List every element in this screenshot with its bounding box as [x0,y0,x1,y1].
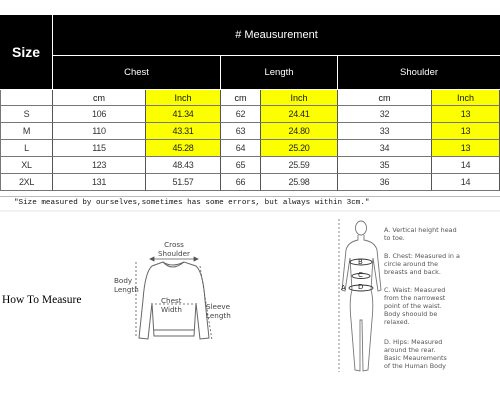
length-inch-cell: 24.41 [261,106,338,123]
shoulder-inch-cell: 14 [432,157,500,174]
length-inch-cell: 24.80 [261,123,338,140]
legend-d-line: Basic Meaurements [384,354,447,362]
shoulder-cm-cell: 35 [338,157,432,174]
shoulder-inch-cell: 14 [432,174,500,191]
length-cm-cell: 63 [221,123,261,140]
shoulder-cm-cell: 34 [338,140,432,157]
unit-shoulder-inch: Inch [432,90,500,106]
size-cell: XL [0,157,53,174]
chest-inch-cell: 51.57 [146,174,221,191]
legend-b-line: B. Chest: Measured in a [384,252,460,260]
chest-cm-cell: 110 [53,123,146,140]
legend-d-line: of the Human Body [384,362,446,370]
legend-b-line: breasts and back. [384,268,441,276]
legend-c-line: Body shoould be [384,310,438,318]
length-inch-cell: 25.20 [261,140,338,157]
group-header-shoulder: Shoulder [338,56,500,89]
shoulder-cm-cell: 32 [338,106,432,123]
point-c-label: C [358,271,363,279]
chest-inch-cell: 45.28 [146,140,221,157]
point-d-label: D [358,283,364,291]
chest-inch-cell: 43.31 [146,123,221,140]
legend-c [384,286,445,326]
unit-length-cm: cm [221,90,261,106]
shoulder-cm-cell: 36 [338,174,432,191]
chest-cm-cell: 106 [53,106,146,123]
legend-a-line: A. Vertical height head [384,226,457,234]
unit-chest-cm: cm [53,90,146,106]
point-a-label: A [341,284,346,292]
point-b-label: B [358,258,363,266]
measurement-note: "Size measured by ourselves,sometimes has some errors, but always within 3cm." [14,199,370,207]
length-inch-cell: 25.59 [261,157,338,174]
body-length-label-line2: Length [114,285,139,294]
chest-width-label-line1: Chest [161,296,182,305]
cross-shoulder-label [156,240,192,258]
sleeve-length-label [206,302,231,320]
shoulder-cm-cell: 33 [338,123,432,140]
legend-c-line: point of the waist. [384,302,442,310]
cross-shoulder-label-line1: Cross [164,240,184,249]
size-cell: M [0,123,53,140]
length-cm-cell: 65 [221,157,261,174]
shoulder-inch-cell: 13 [432,123,500,140]
legend-d-line: around the rear. [384,346,436,354]
sleeve-length-label-line2: Length [206,311,231,320]
unit-shoulder-cm: cm [338,90,432,106]
shoulder-inch-cell: 13 [432,140,500,157]
group-header-chest: Chest [53,56,220,89]
legend-c-line: relaxed. [384,318,410,326]
chest-cm-cell: 115 [53,140,146,157]
body-length-label [114,276,139,294]
legend-a [384,226,457,242]
legend-b [384,252,460,276]
chest-inch-cell: 41.34 [146,106,221,123]
legend-b-line: circle around the [384,260,439,268]
unit-length-inch: Inch [261,90,338,106]
size-column-header: Size [0,15,52,89]
legend-a-line: to toe. [384,234,405,242]
size-cell: 2XL [0,174,53,191]
how-to-measure-label: How To Measure [2,294,82,306]
legend-d-line: D. Hips: Measured [384,338,443,346]
chest-cm-cell: 123 [53,157,146,174]
length-cm-cell: 66 [221,174,261,191]
size-cell: S [0,106,53,123]
chest-width-label [161,296,182,314]
sleeve-length-label-line1: Sleeve [206,302,231,311]
unit-chest-inch: Inch [146,90,221,106]
table-title: # Meausurement [53,15,500,55]
length-inch-cell: 25.98 [261,174,338,191]
size-cell: L [0,140,53,157]
legend-c-line: from the narrowest [384,294,446,302]
chest-cm-cell: 131 [53,174,146,191]
legend-c-line: C. Waist: Measured [384,286,446,294]
body-length-label-line1: Body [114,276,133,285]
chest-inch-cell: 48.43 [146,157,221,174]
length-cm-cell: 62 [221,106,261,123]
chest-width-label-line2: Width [161,305,182,314]
group-header-length: Length [221,56,337,89]
human-body-icon [342,221,381,371]
length-cm-cell: 64 [221,140,261,157]
cross-shoulder-label-line2: Shoulder [157,249,190,258]
shoulder-inch-cell: 13 [432,106,500,123]
legend-d [384,338,447,370]
